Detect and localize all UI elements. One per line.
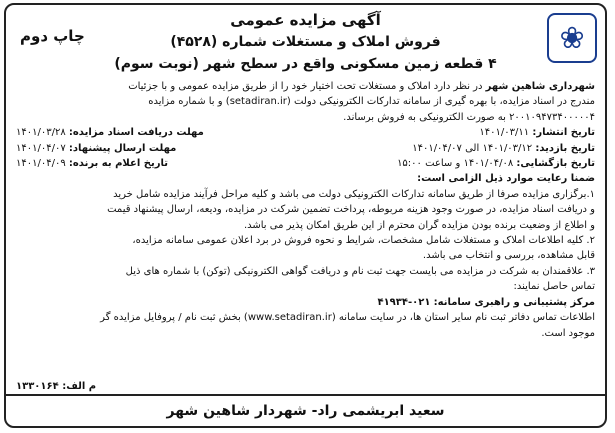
dates-row-1: تاریخ انتشار: ۱۴۰۱/۰۳/۱۱ مهلت دریافت اسناد مزایده: ۱۴۰۱/۰۳/۲۸ [16, 127, 595, 139]
offer-deadline-date: ۱۴۰۱/۰۴/۰۷ [16, 142, 66, 154]
dates-row-3: تاریخ بازگشایی: ۱۴۰۱/۰۴/۰۸ و ساعت ۱۵:۰۰ تاریخ اعلام به برنده: ۱۴۰۱/۰۴/۰۹ [16, 158, 595, 170]
municipality-logo-icon: ❀ [547, 13, 597, 63]
requirement-1: ۱.برگزاری مزایده صرفا از طریق سامانه تدارکات الکترونیکی دولت می باشد و کلیه مراحل فرآیند مزایده شامل خرید [113, 188, 595, 200]
support-line [16, 295, 595, 310]
support-phone: ۰۲۱-۴۱۹۳۴ [377, 296, 431, 308]
requirement-2: ۲. کلیه اطلاعات املاک و مستغلات شامل مشخصات، شرایط و نحوه فروش در برد اعلان عمومی سامانه مزایده، [132, 235, 595, 247]
winner-date: ۱۴۰۱/۰۴/۰۹ [16, 158, 66, 170]
publish-date: ۱۴۰۱/۰۳/۱۱ [479, 127, 530, 139]
notice-title: آگهی مزایده عمومی [230, 11, 381, 29]
requirement-3: ۳. علاقمندان به شرکت در مزایده می بایست جهت ثبت نام و دریافت گواهی الکترونیکی (توکن) با شماره های ذیل [125, 265, 595, 277]
header [6, 5, 605, 79]
dates-row-2: تاریخ بازدید: ۱۴۰۱/۰۳/۱۲ الی ۱۴۰۱/۰۴/۰۷ مهلت ارسال پیشنهاد: ۱۴۰۱/۰۴/۰۷ [16, 142, 595, 154]
edition-label: چاپ دوم [20, 27, 85, 45]
intro-line-1: شهرداری شاهین شهر در نظر دارد املاک و مستغلات تحت اختیار خود را از طریق مزایده عمومی و با جزئیات [128, 81, 595, 92]
doc-deadline-date: ۱۴۰۱/۰۳/۲۸ [16, 127, 66, 139]
serial-number: م الف: ۱۳۳۰۱۶۴ [16, 381, 97, 392]
requirements-heading: ضمنا رعایت موارد ذیل الزامی است: [417, 173, 595, 185]
notice-frame [4, 3, 607, 428]
support-label: مرکز پشتیبانی و راهبری سامانه: [433, 296, 595, 308]
opening-date: ۱۴۰۱/۰۴/۰۸ و ساعت ۱۵:۰۰ [397, 158, 514, 170]
notice-subtitle: فروش املاک و مستغلات شماره (۴۵۲۸) [170, 34, 441, 50]
title-block [96, 9, 515, 75]
notice-description: ۴ قطعه زمین مسکونی واقع در سطح شهر (نوبت سوم) [114, 56, 497, 72]
mayor-signature: سعید ابریشمی راد- شهردار شاهین شهر [166, 403, 445, 419]
intro-line-3: ۲۰۰۱۰۹۴۷۳۴۰۰۰۰۰۴ به صورت الکترونیکی به فروش برساند. [343, 111, 595, 123]
visit-date: ۱۴۰۱/۰۳/۱۲ الی ۱۴۰۱/۰۴/۰۷ [412, 142, 533, 154]
signature-footer [6, 394, 605, 426]
organization-name: شهرداری شاهین شهر [485, 81, 595, 92]
intro-line-2: مندرج در اسناد مزایده، با بهره گیری از سامانه تدارکات الکترونیکی دولت (setadiran.ir) و با شماره مزایده [148, 96, 595, 108]
notice-body: شهرداری شاهین شهر در نظر دارد املاک و مستغلات تحت اختیار خود را از طریق مزایده عمومی و با جزئیات مندرج در اسناد مزایده، با بهره گیری از سامانه تدارکات الکترونیکی دولت (setadiran.ir) و با شماره مزایده ۲۰۰۱۰۹۴۷۳۴۰۰۰۰۰۴ به صورت الکترونیکی به فروش برساند. تاریخ انتشار: ۱۴۰۱/۰۳/۱۱ مهلت دریافت اسناد مزایده: ۱۴۰۱/۰۳/۲۸ تاریخ بازدید: ۱۴۰۱/۰۳/۱۲ الی ۱۴۰۱/۰۴/۰۷ مهلت ارسال پیشنهاد: ۱۴۰۱/۰۴/۰۷ تاریخ بازگشایی: ۱۴۰۱/۰۴/۰۸ و ساعت ۱۵:۰۰ تاریخ اعلام به برنده: ۱۴۰۱/۰۴/۰۹ ضمنا رعایت موارد ذیل الزامی است: ۱.برگزاری مزایده صرفا از طریق سامانه تدارکات الکترونیکی دولت می باشد و کلیه مراحل فرآیند مزایده شامل خرید و دریافت اسناد مزایده، در صورت وجود هزینه مربوطه، پرداخت تضمین شرکت در مزایده، ودیعه، ارسال پیشنهاد قیمت و اطلاع از وضعیت برنده بودن مزایده گران محترم از این طریق امکان پذیر می باشد. ۲. کلیه اطلاعات املاک و مستغلات شامل مشخصات، شرایط و نحوه فروش در برد اعلان عمومی سامانه مزایده، قابل مشاهده، بررسی و انتخاب می باشد. ۳. علاقمندان به شرکت در مزایده می بایست جهت ثبت نام و دریافت گواهی الکترونیکی (توکن) با شماره های ذیل تماس حاصل نمایند: مرکز پشتیبانی و راهبری سامانه: ۰۲۱-۴۱۹۳۴ اطلاعات تماس دفاتر ثبت نام سایر استان ها، در سایت سامانه (www.setadiran.ir) بخش ثبت نام / پروفایل مزایده گر موجود است. [16, 81, 595, 339]
support-info: اطلاعات تماس دفاتر ثبت نام سایر استان ها، در سایت سامانه (www.setadiran.ir) بخش ثبت نام / پروفایل مزایده گر [100, 312, 595, 324]
